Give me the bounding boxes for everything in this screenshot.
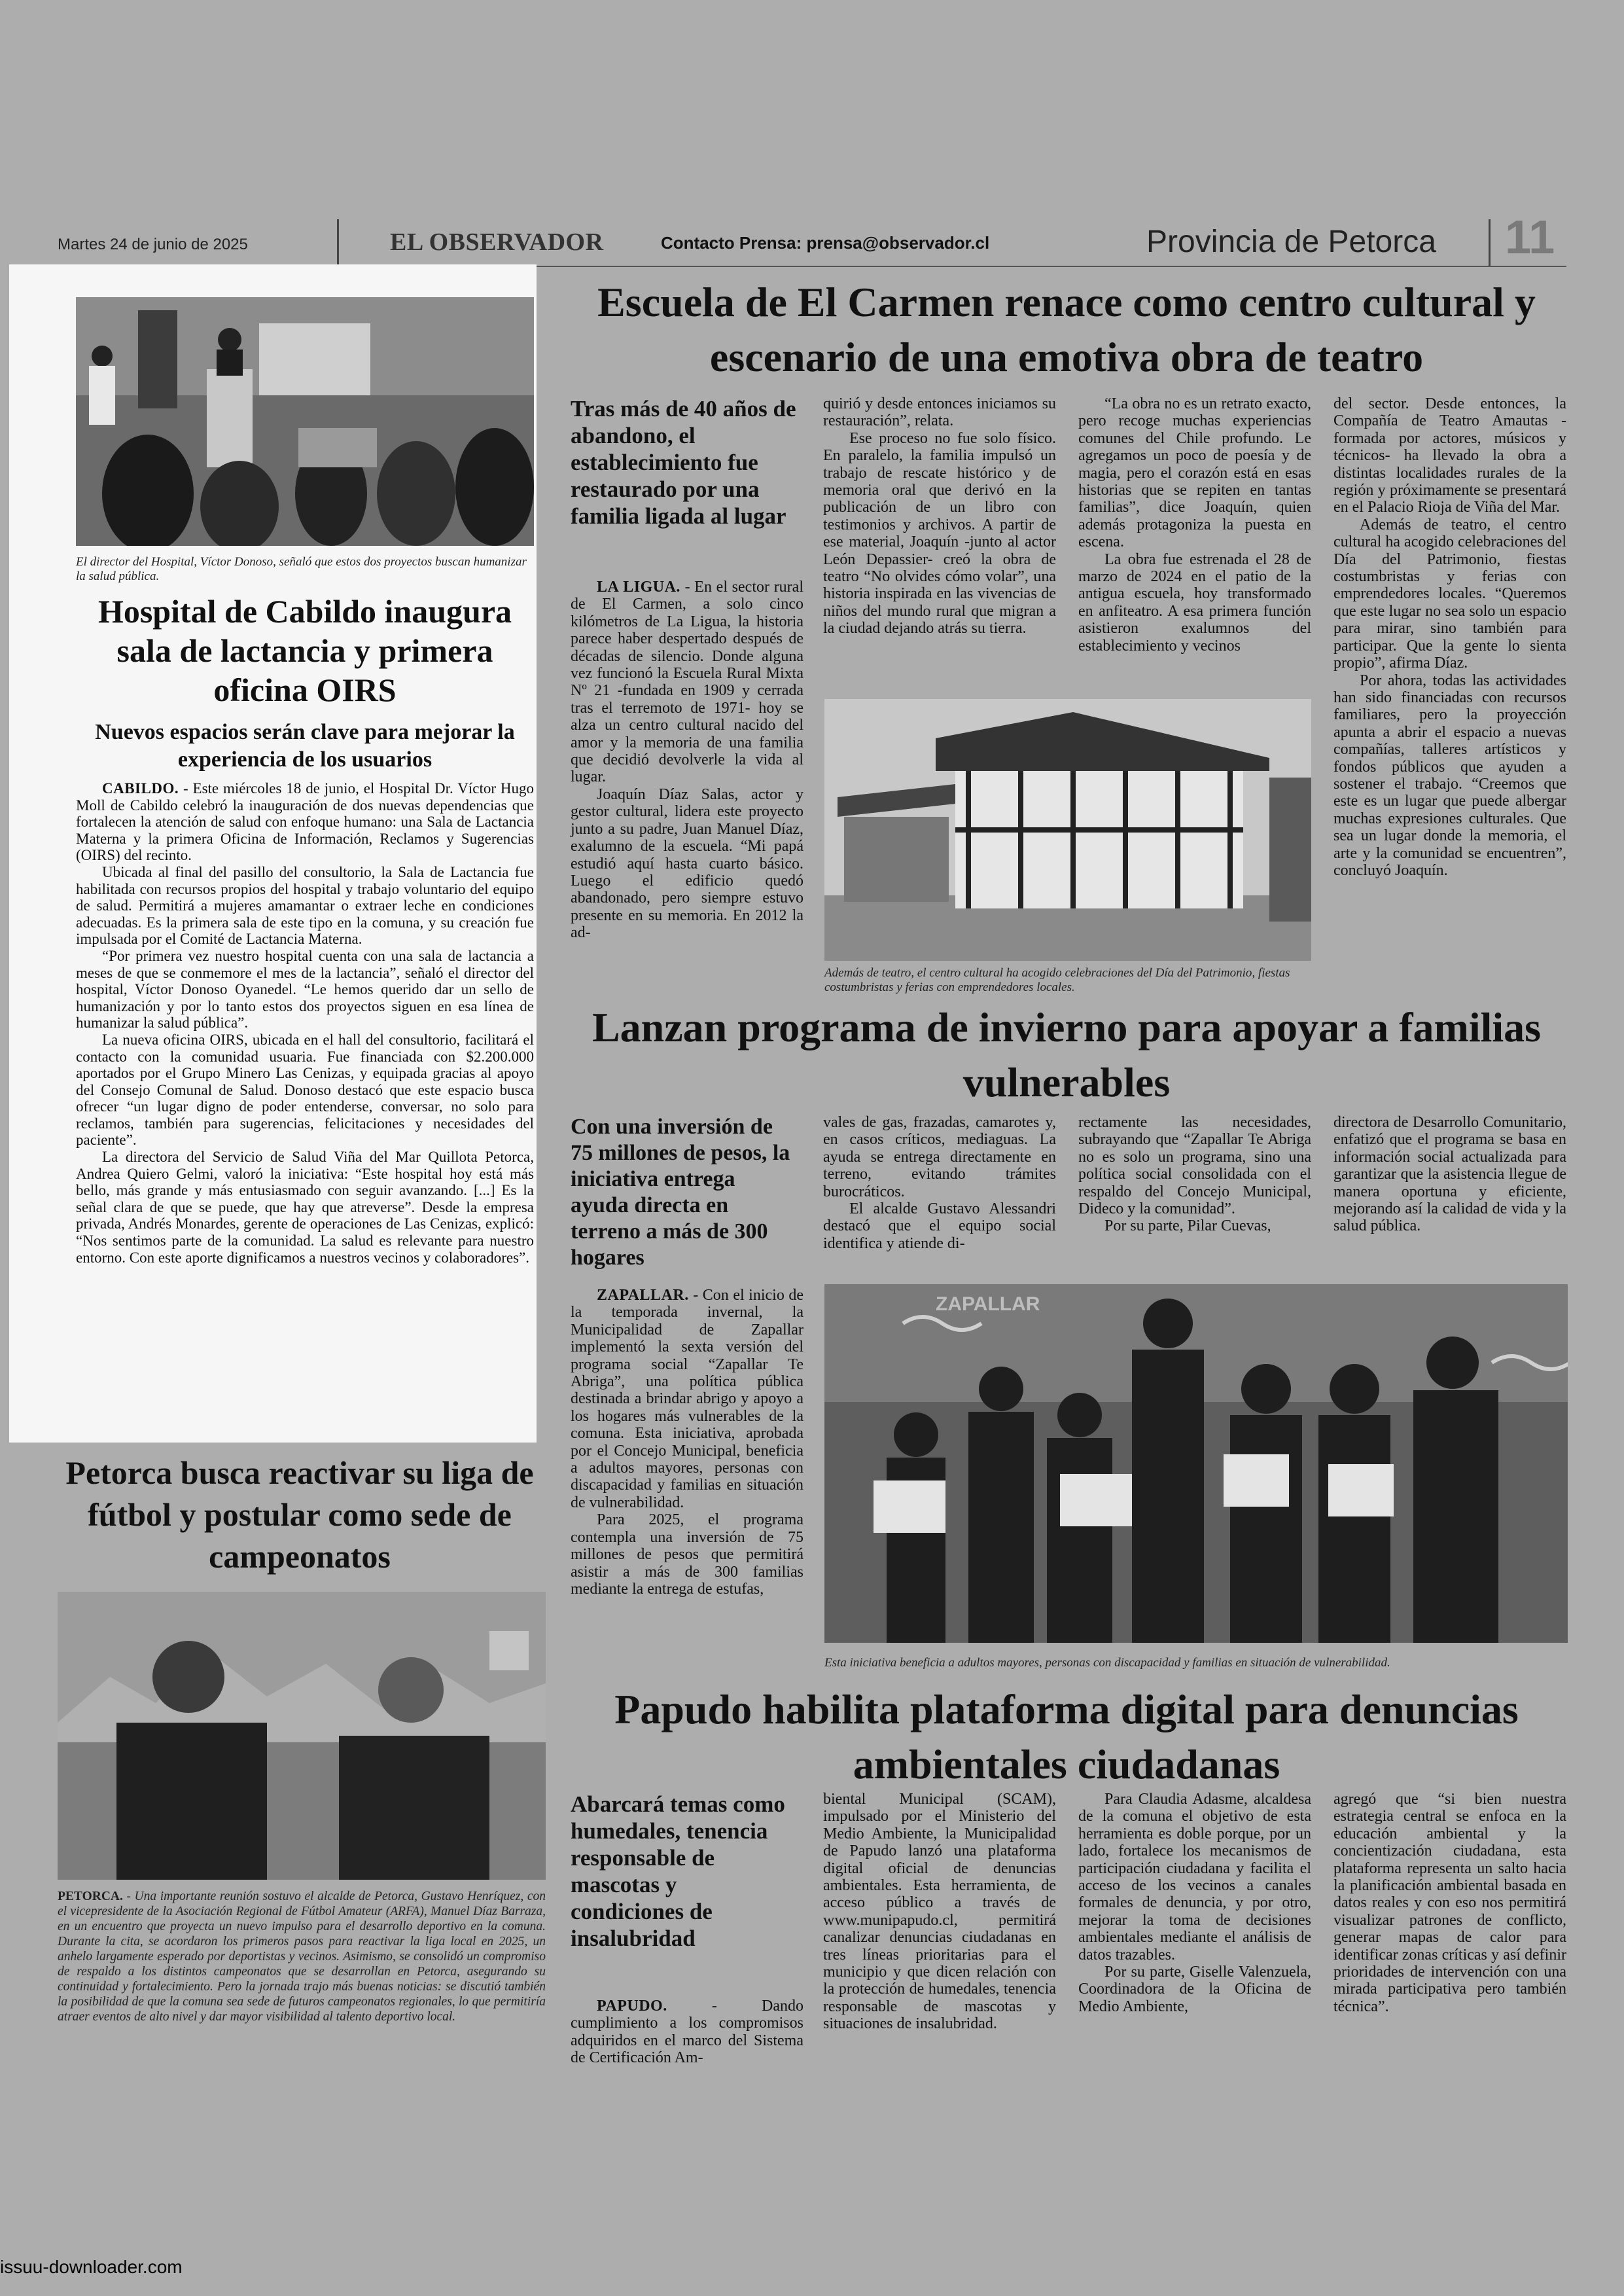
escuela-column-1 [571,579,803,942]
section-name: Provincia de Petorca [1146,224,1436,259]
papudo-column-3 [1078,1791,1311,2015]
cabildo-body [76,780,534,1266]
paragraph: Ese proceso no fue solo físico. En paralelo, la familia impulsó un trabajo de rescate histórico y de memoria oral que derivó en la publicación de un libro con testimonios y archivos. A partir de ese material, Joaquín -junto al actor León Depassier- creó la obra de teatro “No olvides cómo volar”, una historia inspirada en las vivencias de niños del mundo rural que migran a la ciudad dejando atrás su tierra. [823,429,1056,637]
paragraph: - Con el inicio de la temporada invernal, la Municipalidad de Zapallar implementó la sexta versión del programa social “Zapallar Te Abriga”, una política pública destinada a brindar abrigo y apoyo a los hogares más vulnerables de la comuna. Esta iniciativa, aprobada por el Concejo Municipal, beneficia a adultos mayores, personas con discapacidad y familias en situación de vulnerabilidad. [571,1287,803,1511]
paragraph: “La obra no es un retrato exacto, pero recoge muchas experiencias comunes del Chile profundo. Le agregamos un poco de poesía y de magia, pero el corazón está en esas historias que se repiten en tantas familias”, dice Joaquín, quien además protagoniza la puesta en escena. [1078,395,1311,551]
paragraph: “Por primera vez nuestro hospital cuenta con una sala de lactancia a meses de que se conmemore el mes de la lactancia”, señaló el director del hospital, Víctor Donoso Oyanedel. “Le hemos querido dar un sello de humanización y por lo tanto estos dos proyectos siguen en esa línea de humanizar la salud pública”. [76,947,534,1031]
petorca-meeting-photo [58,1592,546,1880]
paragraph: quirió y desde entonces iniciamos su restauración”, relata. [823,395,1056,430]
escuela-column-2 [823,395,1056,637]
zapallar-subheadline: Con una inversión de 75 millones de pesos, la iniciativa entrega ayuda directa en terreno a más de 300 hogares [571,1115,790,1270]
escuela-headline: Escuela de El Carmen renace como centro cultural y escenario de una emotiva obra de teatro [597,279,1536,380]
watermark: issuu-downloader.com [0,2257,183,2277]
paragraph: - En el sector rural de El Carmen, a solo cinco kilómetros de La Ligua, la historia parece haber despertado después de décadas de silencio. Donde alguna vez funcionó la Escuela Rural Mixta Nº 21 -fundada en 1909 y cerrada tras el terremoto de 1971- hoy se alza un centro cultural nacido del amor y la memoria de una familia que decidió devolverle la vida al lugar. [571,579,803,786]
dateline: PAPUDO. [597,1998,667,2015]
cabildo-headline: Hospital de Cabildo inaugura sala de lactancia y primera oficina OIRS [97,593,512,708]
paragraph: El alcalde Gustavo Alessandri destacó que el equipo social identifica y atiende di- [823,1200,1056,1252]
paragraph: Por su parte, Pilar Cuevas, [1104,1217,1271,1235]
paragraph: del sector. Desde entonces, la Compañía de Teatro Amautas -formada por actores, músicos y técnicos- ha llevado la obra a distintas localidades rurales de la región y próximamente se presentará en el Palacio Rioja de Viña del Mar. [1333,395,1566,516]
caption-text: - Una importante reunión sostuvo el alcalde de Petorca, Gustavo Henríquez, con el vicepresidente de la Asociación Regional de Fútbol Amateur (ARFA), Manuel Díaz Barraza, en un encuentro que proyecta un nuevo impulso para el desarrollo deportivo en la comuna. Durante la cita, se acordaron los primeros pasos para reactivar la liga local en 2025, un anhelo largamente esperado por deportistas y vecinos. Asimismo, se consolidó un compromiso de respaldo a los distintos campeonatos que se desarrollan en Petorca, asegurando su continuidad y fortalecimiento. Pero la jornada trajo más buenas noticias: se discutió también la posibilidad de que la comuna sea sede de futuros campeonatos regionales, lo que permitiría atraer eventos de alto nivel y dar mayor visibilidad al talento deportivo local. [58,1890,546,2024]
paragraph: vales de gas, frazadas, camarotes y, en casos críticos, mediaguas. La ayuda se entrega directamente en terreno, evitando trámites burocráticos. [823,1114,1056,1200]
press-contact: Contacto Prensa: prensa@observador.cl [661,233,990,253]
header-divider [337,219,339,266]
escuela-building-photo [824,699,1311,961]
paragraph: La nueva oficina OIRS, ubicada en el hall del consultorio, facilitará el contacto con la comunidad usuaria. Fue financiada con $2.200.000 aportados por el Grupo Minero Las Cenizas, y equipada gracias al apoyo del Consejo Comunal de Salud. Donoso destacó que este espacio busca ofrecer “un lugar digno de poder entenderse, conversar, no solo para reclamos, también para sugerencias, felicitaciones y necesidades del paciente”. [76,1031,534,1149]
publication-name: EL OBSERVADOR [390,228,604,256]
petorca-headline: Petorca busca reactivar su liga de fútbol y postular como sede de campeonatos [65,1454,534,1575]
papudo-column-2 [823,1791,1056,2033]
papudo-column-1 [571,1998,803,2067]
paragraph: directora de Desarrollo Comunitario, enfatizó que el programa se basa en información social actualizada para garantizar que la asistencia llegue de manera oportuna y eficiente, mejorando así la calidad de vida y la salud pública. [1333,1114,1566,1235]
papudo-subheadline: Abarcará temas como humedales, tenencia responsable de mascotas y condiciones de insalubridad [571,1791,785,1951]
petorca-caption [58,1889,546,2024]
backdrop-logo-text: ZAPALLAR [936,1293,1040,1315]
paragraph: Además de teatro, el centro cultural ha acogido celebraciones del Día del Patrimonio, fiestas costumbristas y ferias con emprendedores locales. “Queremos que este lugar no sea solo un espacio para mirar, sino también para participar. Que la gente lo sienta propio”, afirma Díaz. [1333,516,1566,672]
cabildo-subheadline: Nuevos espacios serán clave para mejorar la experiencia de los usuarios [95,720,515,772]
paragraph: Para Claudia Adasme, alcaldesa de la comuna el objetivo de esta herramienta es doble porque, por un lado, fortalece los mecanismos de participación ciudadana y facilita el acceso de los vecinos a canales formales de denuncia, y por otro, mejorar la toma de decisiones ambientales mediante el análisis de datos trazables. [1078,1791,1311,1964]
escuela-column-3 [1078,395,1311,655]
papudo-column-4 [1333,1791,1566,2015]
escuela-subheadline: Tras más de 40 años de abandono, el establecimiento fue restaurado por una familia ligada al lugar [571,396,796,529]
dateline: CABILDO. [102,780,179,797]
paragraph: Ubicada al final del pasillo del consultorio, la Sala de Lactancia fue habilitada con recursos propios del hospital y trabajo voluntario del equipo de salud. Permitirá a mujeres amamantar o extraer leche en condiciones adecuadas. Es la primera sala de este tipo en la comuna, y su creación fue impulsada por el Comité de Lactancia Materna. [76,863,534,948]
zapallar-column-3 [1078,1114,1311,1235]
paragraph: - Dando cumplimiento a los compromisos adquiridos en el marco del Sistema de Certificación Am- [571,1998,803,2067]
paragraph: La directora del Servicio de Salud Viña del Mar Quillota Petorca, Andrea Quiero Gelmi, valoró la iniciativa: “Este hospital hoy está más bello, más grande y más entusiasmado con seguir avanzando. [...] Es la señal clara de que se puede, que hay que atreverse”. Desde la empresa privada, Andrés Monardes, gerente de operaciones de Las Cenizas, explicó: “Nos sentimos parte de la comunidad. La salud es relevante para nuestro entorno. Con este aporte dignificamos a nuestros vecinos y colaboradores”. [76,1149,534,1266]
issue-date: Martes 24 de junio de 2025 [58,236,248,253]
paragraph: La obra fue estrenada el 28 de marzo de 2024 en el patio de la antigua escuela, hoy transformado en anfiteatro. A esa primera función asistieron exalumnos del establecimiento y vecinos [1078,550,1311,655]
paragraph: Por su parte, Giselle Valenzuela, Coordinadora de la Oficina de Medio Ambiente, [1078,1964,1311,2015]
zapallar-group-photo [824,1284,1568,1643]
cabildo-photo-caption: El director del Hospital, Víctor Donoso, señaló que estos dos proyectos buscan humanizar la salud pública. [76,555,527,583]
paragraph: biental Municipal (SCAM), impulsado por el Ministerio del Medio Ambiente, la Municipalidad de Papudo lanzó una plataforma digital oficial de denuncias ambientales. Esta herramienta, de acceso público a través de www.munipapudo.cl, permitirá canalizar denuncias ciudadanas en tres líneas prioritarias para el municipio y que dicen relación con la protección de humedales, tenencia responsable de mascotas y situaciones de insalubridad. [823,1791,1056,2033]
zapallar-headline: Lanzan programa de invierno para apoyar a familias vulnerables [591,1004,1542,1105]
paragraph: - Este miércoles 18 de junio, el Hospital Dr. Víctor Hugo Moll de Cabildo celebró la inauguración de dos nuevas dependencias que fortalecen la atención de salud con enfoque humano: una Sala de Lactancia Materna y la primera Oficina de Información, Reclamos y Sugerencias (OIRS) del recinto. [76,780,534,864]
page-number: 11 [1505,211,1555,264]
header-divider [1489,219,1491,266]
zapallar-column-2 [823,1114,1056,1252]
dateline: PETORCA. [58,1890,123,1903]
escuela-photo-caption: Además de teatro, el centro cultural ha acogido celebraciones del Día del Patrimonio, fiestas costumbristas y ferias con emprendedores locales. [824,966,1290,994]
paragraph: agregó que “si bien nuestra estrategia central se enfoca en la educación ambiental y la concientización ciudadana, esta plataforma representa un salto hacia la planificación ambiental basada en datos reales y con eso nos permitirá visualizar patrones de conflicto, generar mapas de calor para identificar zonas críticas y así definir prioridades de intervención con una mirada participativa pero también técnica”. [1333,1791,1566,2015]
zapallar-photo-caption: Esta iniciativa beneficia a adultos mayores, personas con discapacidad y familias en situación de vulnerabilidad. [824,1656,1390,1670]
escuela-column-4 [1333,395,1566,879]
zapallar-column-4 [1333,1114,1566,1235]
paragraph: Para 2025, el programa contempla una inversión de 75 millones de pesos que permitirá asistir a más de 300 familias mediante la entrega de estufas, [571,1511,803,1598]
paragraph: Joaquín Díaz Salas, actor y gestor cultural, lidera este proyecto junto a su padre, Juan Manuel Díaz, exalumno de la escuela. “Mi papá estudió aquí hasta cuarto básico. Luego el edificio quedó abandonado, pero siempre estuvo presente en su memoria. En 2012 la ad- [571,785,803,942]
paragraph: Por ahora, todas las actividades han sido financiadas con recursos familiares, pero la proyección apunta a abrir el espacio a nuevas compañías, talleres artísticos y fondos públicos que ayuden a sostener el trabajo. “Creemos que este es un lugar que puede albergar muchas expresiones culturales. Que sea un lugar donde la memoria, el arte y la comunidad se encuentren”, concluyó Joaquín. [1333,672,1566,879]
papudo-headline: Papudo habilita plataforma digital para denuncias ambientales ciudadanas [614,1686,1519,1787]
paragraph: rectamente las necesidades, subrayando que “Zapallar Te Abriga no es solo un programa, sino una política social consolidada con el respaldo del Concejo Municipal, Dideco y la comunidad”. [1078,1114,1311,1218]
cabildo-ceremony-photo [76,297,534,546]
zapallar-column-1 [571,1287,803,1598]
dateline: LA LIGUA. [597,579,680,596]
dateline: ZAPALLAR. [597,1287,689,1304]
